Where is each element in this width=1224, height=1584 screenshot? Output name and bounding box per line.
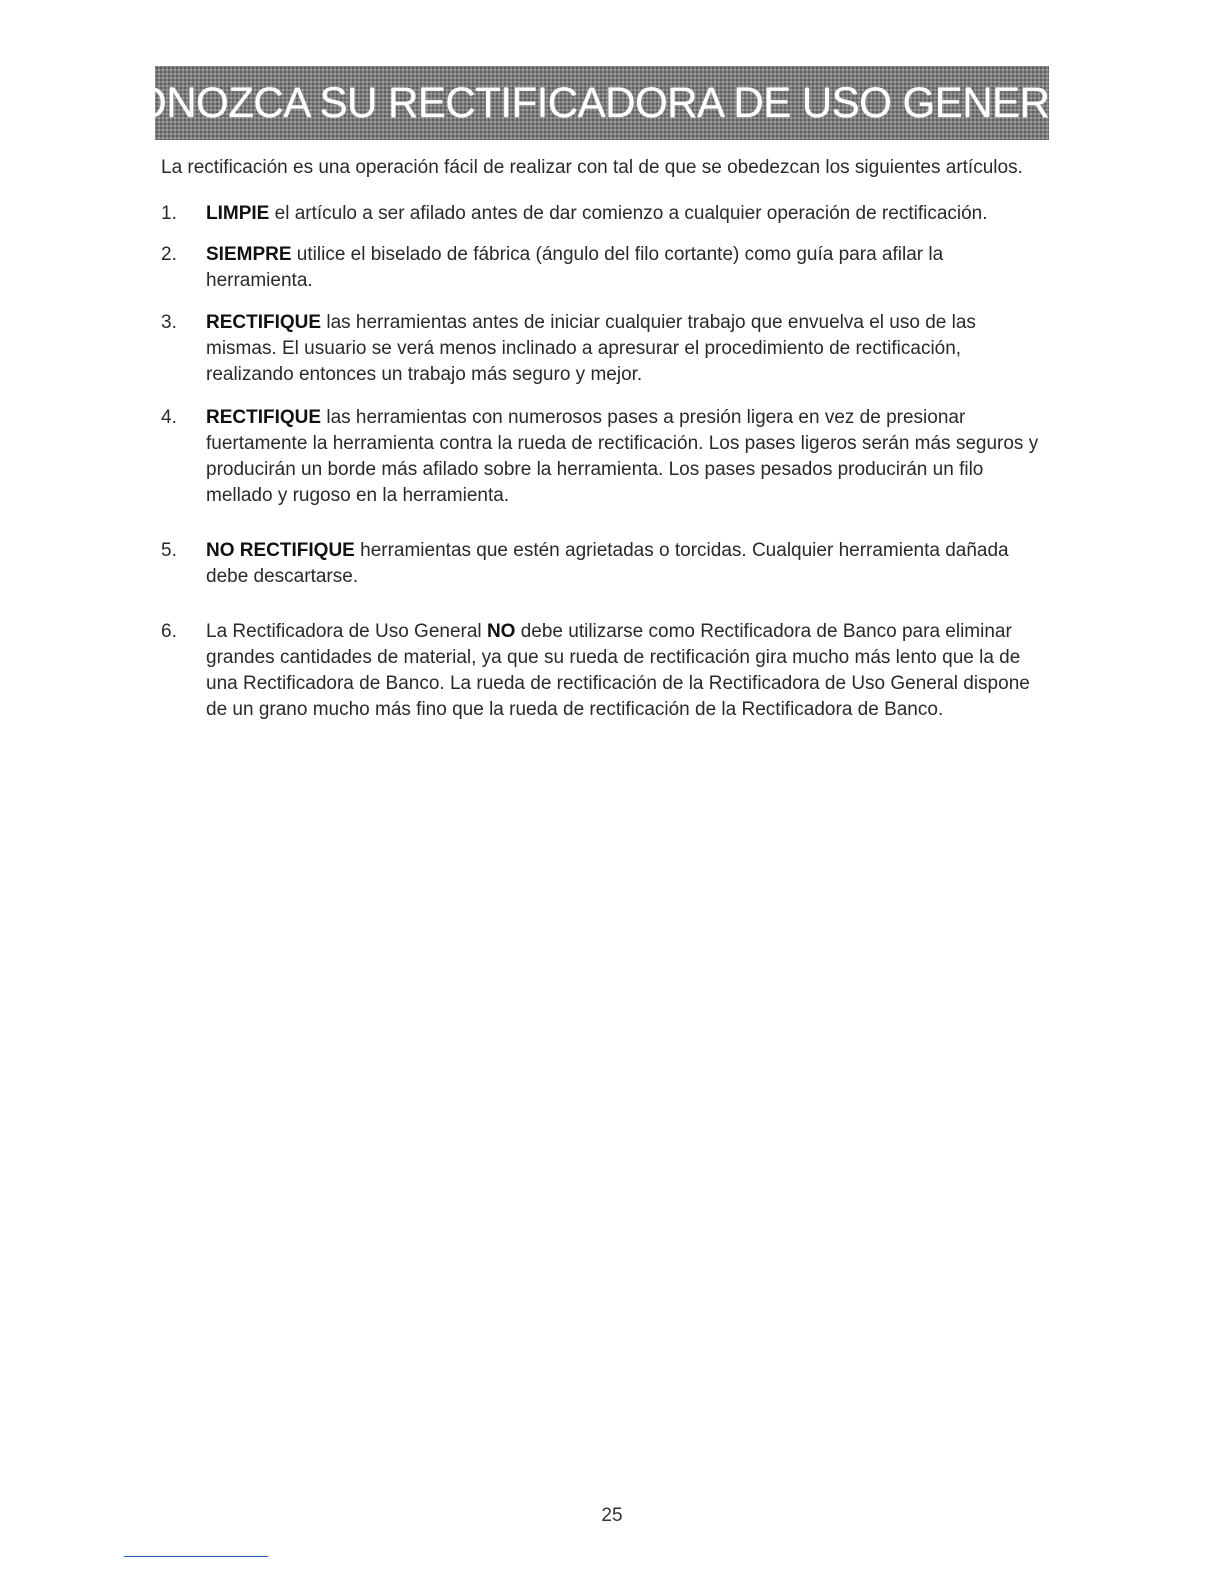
list-item-number: 5. (161, 540, 177, 561)
list-item-text: las herramientas antes de iniciar cualquier trabajo que envuelva el uso de las mismas. El usuario se verá menos inclinado a apresurar el procedimiento de rectificación, realizando entonces un trabajo más seguro y mejor. (206, 312, 976, 385)
list-item (161, 201, 1051, 227)
list-item-text: las herramientas con numerosos pases a presión ligera en vez de presionar fuertamente la herramienta contra la rueda de rectificación. Los pases ligeros serán más seguros y producirán un borde más afilado sobre la herramienta. Los pases pesados producirán un filo mellado y rugoso en la herramienta. (206, 407, 1039, 506)
document-body (161, 155, 1051, 723)
page-number: 25 (601, 1505, 623, 1526)
list-item-number: 2. (161, 244, 177, 265)
list-item (161, 619, 1051, 723)
list-item (161, 538, 1051, 590)
list-item-number: 3. (161, 312, 177, 333)
list-item-text: utilice el biselado de fábrica (ángulo del filo cortante) como guía para afilar la herramienta. (206, 244, 944, 291)
list-item-number: 1. (161, 203, 177, 224)
list-item-keyword: NO RECTIFIQUE (206, 540, 355, 561)
list-item-keyword: LIMPIE (206, 203, 270, 224)
page-title: CONOZCA SU RECTIFICADORA DE USO GENERAL (104, 78, 1100, 127)
list-item (161, 310, 1051, 388)
list-item-keyword: RECTIFIQUE (206, 312, 322, 333)
list-item-text: debe utilizarse como Rectificadora de Banco para eliminar grandes cantidades de material, ya que su rueda de rectificación gira mucho más lento que la de una Rectificadora de Banco. La rueda de rectificación de la Rectificadora de Uso General dispone de un grano mucho más fino que la rueda de rectificación de la Rectificadora de Banco. (206, 621, 1030, 720)
list-item (161, 405, 1051, 509)
list-item-number: 4. (161, 407, 177, 428)
title-banner (104, 66, 1100, 140)
list-item (161, 242, 1051, 294)
rules-list (161, 201, 1051, 723)
list-item-keyword: RECTIFIQUE (206, 407, 322, 428)
intro-paragraph: La rectificación es una operación fácil de realizar con tal de que se obedezcan los siguientes artículos. (161, 157, 1023, 178)
footer-rule (124, 1556, 268, 1557)
list-item-text: el artículo a ser afilado antes de dar comienzo a cualquier operación de rectificación. (269, 203, 988, 224)
list-item-number: 6. (161, 621, 177, 642)
list-item-text-before: La Rectificadora de Uso General (206, 621, 487, 642)
list-item-keyword: SIEMPRE (206, 244, 292, 265)
list-item-keyword: NO (486, 621, 516, 642)
list-item-text: herramientas que estén agrietadas o torcidas. Cualquier herramienta dañada debe descartarse. (206, 540, 1009, 587)
